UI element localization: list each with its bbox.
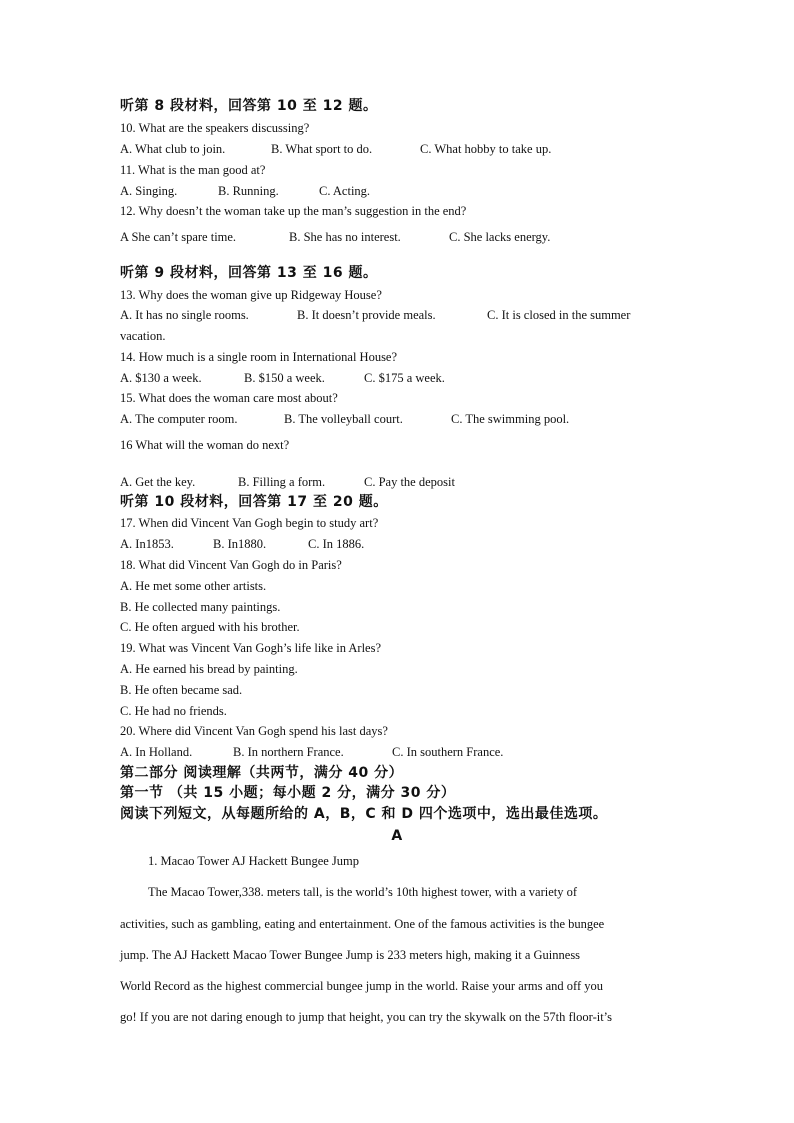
option-c: C. $175 a week. <box>364 371 445 385</box>
option-a: A. What club to join. <box>120 142 226 156</box>
question-13-continuation: vacation. <box>120 329 166 343</box>
option-c: C. In 1886. <box>308 537 365 551</box>
option-c: C. Pay the deposit <box>364 475 455 489</box>
question-13: 13. Why does the woman give up Ridgeway House? <box>120 288 382 302</box>
question-15: 15. What does the woman care most about? <box>120 391 338 405</box>
option-c: C. The swimming pool. <box>451 412 570 426</box>
passage-line-1: The Macao Tower,338. meters tall, is the world’s 10th highest tower, with a variety of <box>148 885 578 899</box>
option-b: B. What sport to do. <box>271 142 373 156</box>
option-b: B. The volleyball court. <box>284 412 403 426</box>
section-8-heading: 听第 8 段材料，回答第 10 至 12 题。 <box>120 98 378 114</box>
option-a: A She can’t spare time. <box>120 230 237 244</box>
section-10-heading: 听第 10 段材料，回答第 17 至 20 题。 <box>120 494 388 510</box>
option-c: C. In southern France. <box>392 745 504 759</box>
reading-instruction: 阅读下列短文，从每题所给的 A，B，C 和 D 四个选项中，选出最佳选项。 <box>120 806 608 822</box>
option-a: A. In1853. <box>120 537 174 551</box>
question-18: 18. What did Vincent Van Gogh do in Paris? <box>120 558 342 572</box>
question-17: 17. When did Vincent Van Gogh begin to study art? <box>120 516 379 530</box>
part-two-title: 第二部分 阅读理解（共两节，满分 40 分） <box>120 765 404 781</box>
option-c: C. Acting. <box>319 184 371 198</box>
option-c: C. What hobby to take up. <box>420 142 552 156</box>
question-19-option-c: C. He had no friends. <box>120 704 227 718</box>
option-b: B. Filling a form. <box>238 475 326 489</box>
option-a: A. $130 a week. <box>120 371 202 385</box>
option-a: A. It has no single rooms. <box>120 308 249 322</box>
option-a: A. In Holland. <box>120 745 193 759</box>
question-10: 10. What are the speakers discussing? <box>120 121 310 135</box>
option-b: B. In1880. <box>213 537 267 551</box>
option-b: B. It doesn’t provide meals. <box>297 308 436 322</box>
option-b: B. Running. <box>218 184 279 198</box>
option-b: B. In northern France. <box>233 745 344 759</box>
question-11: 11. What is the man good at? <box>120 163 266 177</box>
option-a: A. The computer room. <box>120 412 238 426</box>
section-9-heading: 听第 9 段材料，回答第 13 至 16 题。 <box>120 265 378 281</box>
question-12: 12. Why doesn’t the woman take up the man’s suggestion in the end? <box>120 204 467 218</box>
passage-label: A <box>391 828 403 844</box>
option-a: A. Get the key. <box>120 475 196 489</box>
question-18-option-b: B. He collected many paintings. <box>120 600 281 614</box>
passage-line-2: activities, such as gambling, eating and entertainment. One of the famous activities is the bungee <box>120 917 605 931</box>
question-14: 14. How much is a single room in International House? <box>120 350 398 364</box>
passage-line-3: jump. The AJ Hackett Macao Tower Bungee Jump is 233 meters high, making it a Guinness <box>120 948 581 962</box>
option-a: A. Singing. <box>120 184 178 198</box>
option-c: C. It is closed in the summer <box>487 308 631 322</box>
question-19: 19. What was Vincent Van Gogh’s life like in Arles? <box>120 641 382 655</box>
question-20: 20. Where did Vincent Van Gogh spend his last days? <box>120 724 388 738</box>
question-19-option-b: B. He often became sad. <box>120 683 243 697</box>
question-18-option-c: C. He often argued with his brother. <box>120 620 300 634</box>
section-one-title: 第一节 （共 15 小题；每小题 2 分，满分 30 分） <box>120 785 456 801</box>
question-16: 16 What will the woman do next? <box>120 438 290 452</box>
passage-line-5: go! If you are not daring enough to jump that height, you can try the skywalk on the 57th floor-it’s <box>120 1010 613 1024</box>
option-c: C. She lacks energy. <box>449 230 551 244</box>
passage-line-4: World Record as the highest commercial bungee jump in the world. Raise your arms and off you <box>120 979 604 993</box>
question-18-option-a: A. He met some other artists. <box>120 579 267 593</box>
option-b: B. She has no interest. <box>289 230 401 244</box>
passage-item-title: 1. Macao Tower AJ Hackett Bungee Jump <box>148 854 359 868</box>
question-19-option-a: A. He earned his bread by painting. <box>120 662 298 676</box>
option-b: B. $150 a week. <box>244 371 325 385</box>
